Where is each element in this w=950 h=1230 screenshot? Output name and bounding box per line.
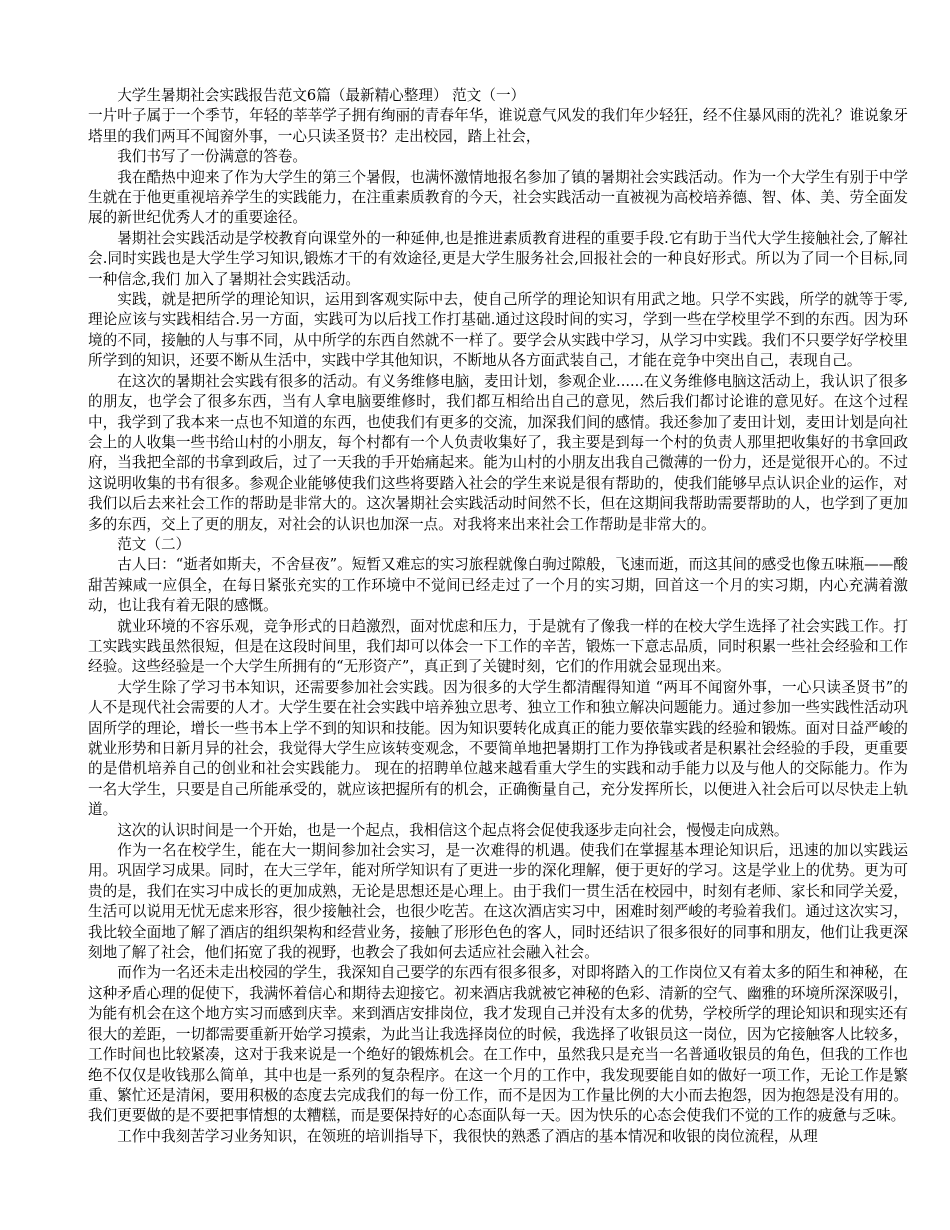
section-heading: 范文（二） (117, 535, 191, 553)
paragraph: 而作为一名还未走出校园的学生，我深知自己要学的东西有很多很多，对即将踏入的工作岗位又有着太多的陌生和神秘，在这种矛盾心理的促使下，我满怀着信心和期待去迎接它。初来酒店我就被它神秘的色彩、清新的空气、幽雅的环境所深深吸引，为能有机会在这个地方实习而感到庆幸。来到酒店安排岗位，我才发现自己并没有太多的优势，学校所学的理论知识和现实还有很大的差距，一切都需要重新开始学习摸索，为此当让我选择岗位的时候，我选择了收银员这一岗位，因为它接触客人比较多，工作时间也比较紧凑，这对于我来说是一个绝好的锻炼机会。在工作中，虽然我只是充当一名普通收银员的角色，但我的工作也绝不仅仅是收钱那么简单，其中也是一系列的复杂程序。在这一个月的工作中，我发现要能自如的做好一项工作，无论工作是繁重、繁忙还是清闲，要用积极的态度去完成我们的每一份工作，而不是因为工作量比例的大小而去抱怨，因为抱怨是没有用的。我们更要做的是不要把事情想的太糟糕，而是要保持好的心态面队每一天。因为快乐的心态会使我们不觉的工作的疲惫与乏味。 (88, 964, 908, 1125)
paragraph: 工作中我刻苦学习业务知识，在领班的培训指导下，我很快的熟悉了酒店的基本情况和收银的岗位流程，从理 (117, 1127, 818, 1145)
paragraph: 这次的认识时间是一个开始，也是一个起点，我相信这个起点将会促使我逐步走向社会，慢慢走向成熟。 (117, 821, 789, 839)
paragraph: 就业环境的不容乐观，竞争形式的日趋激烈，面对忧虑和压力，于是就有了像我一样的在校大学生选择了社会实践工作。打工实践实践虽然很短，但是在这段时间里，我们却可以体会一下工作的辛苦，锻炼一下意志品质，同时积累一些社会经验和工作经验。这些经验是一个大学生所拥有的“无形资产”，真正到了关键时刻，它们的作用就会显现出来。 (88, 617, 908, 676)
paragraph: 在这次的暑期社会实践有很多的活动。有义务维修电脑，麦田计划，参观企业......在义务维修电脑这活动上，我认识了很多的朋友，也学会了很多东西，当有人拿电脑要维修时，我们都互相给出自己的意见，然后我们都讨论谁的意见好。在这个过程中，我学到了我本来一点也不知道的东西，也使我们有更多的交流，加深我们间的感情。我还参加了麦田计划，麦田计划是向社会上的人收集一些书给山村的小朋友，每个村都有一个人负责收集好了，我主要是到每一个村的负责人那里把收集好的书拿回政府，当我把全部的书拿到政后，过了一天我的手开始痛起来。能为山村的小朋友出我自己微薄的一份力，还是觉很开心的。不过这说明收集的书有很多。参观企业能够使我们这些将要踏入社会的学生来说是很有帮助的，使我们能够早点认识企业的运作，对我们以后去来社会工作的帮助是非常大的。这次暑期社会实践活动时间然不长，但在这期间我帮助需要帮助的人，也学到了更加多的东西，交上了更的朋友，对社会的认识也加深一点。对我将来出来社会工作帮助是非常大的。 (88, 372, 908, 533)
document-title: 大学生暑期社会实践报告范文6篇（最新精心整理） 范文（一） (117, 87, 526, 104)
paragraph: 作为一名在校学生，能在大一期间参加社会实习，是一次难得的机遇。使我们在掌握基本理论知识后，迅速的加以实践运用。巩固学习成果。同时，在大三学年，能对所学知识有了更进一步的深化理解，便于更好的学习。这是学业上的优势。更为可贵的是，我们在实习中成长的更加成熟，无论是思想还是心理上。由于我们一贯生活在校园中，时刻有老师、家长和同学关爱，生活可以说用无忧无虑来形容，很少接触社会，也很少吃苦。在这次酒店实习中，困难时刻严峻的考验着我们。通过这次实习，我比较全面地了解了酒店的组织架构和经营业务，接触了形形色色的客人，同时还结识了很多很好的同事和朋友，他们让我更深刻地了解了社会，他们拓宽了我的视野，也教会了我如何去适应社会融入社会。 (88, 842, 908, 962)
paragraph: 实践，就是把所学的理论知识，运用到客观实际中去，使自己所学的理论知识有用武之地。只学不实践，所学的就等于零,理论应该与实践相结合.另一方面，实践可为以后找工作打基础.通过这段时间的实习，学到一些在学校里学不到的东西。因为环境的不同，接触的人与事不同，从中所学的东西自然就不一样了。要学会从实践中学习，从学习中实践。我们不只要学好学校里所学到的知识，还要不断从生活中，实践中学其他知识，不断地从各方面武装自己，才能在竞争中突出自己，表现自己。 (88, 291, 908, 370)
paragraph: 我在酷热中迎来了作为大学生的第三个暑假，也满怀激情地报名参加了镇的暑期社会实践活动。作为一个大学生有别于中学生就在于他更重视培养学生的实践能力，在注重素质教育的今天，社会实践活动一直被视为高校培养德、智、体、美、劳全面发展的新世纪优秀人才的重要途径。 (88, 168, 908, 227)
paragraph: 暑期社会实践活动是学校教育向课堂外的一种延伸,也是推进素质教育进程的重要手段.它有助于当代大学生接触社会,了解社会.同时实践也是大学生学习知识,锻炼才干的有效途径,更是大学生服务社会,回报社会的一种良好形式。所以为了同一个目标,同一种信念,我们 加入了暑期社会实践活动。 (88, 229, 908, 288)
paragraph: 大学生除了学习书本知识，还需要参加社会实践。因为很多的大学生都清醒得知道 “两耳不闻窗外事，一心只读圣贤书”的人不是现代社会需要的人才。大学生要在社会实践中培养独立思考、独立工作和独立解决问题能力。通过参加一些实践性活动巩固所学的理论，增长一些书本上学不到的知识和技能。因为知识要转化成真正的能力要依靠实践的经验和锻炼。面对日益严峻的就业形势和日新月异的社会，我觉得大学生应该转变观念，不要简单地把暑期打工作为挣钱或者是积累社会经验的手段，更重要的是借机培养自己的创业和社会实践能力。 现在的招聘单位越来越看重大学生的实践和动手能力以及与他人的交际能力。作为一名大学生，只要是自己所能承受的，就应该把握所有的机会，正确衡量自己，充分发挥所长，以便进入社会后可以尽快走上轨道。 (88, 678, 908, 819)
paragraph: 古人曰：“逝者如斯夫，不舍昼夜”。短暂又难忘的实习旅程就像白驹过隙般，飞速而逝，而这其间的感受也像五味瓶——酸甜苦辣咸一应俱全，在每日紧张充实的工作环境中不觉间已经走过了一个月的实习期，回首这一个月的实习期，内心充满着激动，也让我有着无限的感慨。 (88, 556, 908, 615)
paragraph: 我们书写了一份满意的答卷。 (117, 148, 307, 166)
paragraph: 一片叶子属于一个季节，年轻的莘莘学子拥有绚丽的青春年华，谁说意气风发的我们年少轻狂，经不住暴风雨的洗礼？谁说象牙塔里的我们两耳不闻窗外事，一心只读圣贤书？走出校园，踏上社会， (88, 107, 908, 145)
